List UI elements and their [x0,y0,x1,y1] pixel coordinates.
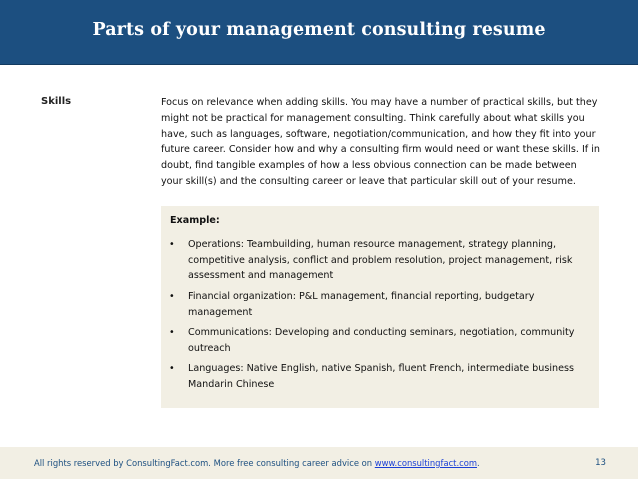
footer-punct: . [477,458,480,468]
page-number: 13 [595,458,606,468]
list-item [161,289,599,325]
footer-copyright: All rights reserved by ConsultingFact.com. More free consulting career advice on [34,458,375,468]
list-item [161,237,599,289]
section-label: Skills [41,96,72,107]
list-item [161,361,599,392]
list-item-text: Languages: Native English, native Spanish, fluent French, intermediate business Mandarin Chinese [188,363,574,390]
footer-text [34,458,480,468]
section-intro: Focus on relevance when adding skills. You may have a number of practical skills, but they might not be practical for management consulting. Think carefully about what skills you have, such as languages, software, negotiation/communication, and how they fit into your future career. Consider how and why a consulting firm would need or want these skills. If in doubt, find tangible examples of how a less obvious connection can be made between your skill(s) and the consulting career or leave that particular skill out of your resume. [161,97,600,187]
bullet-icon: • [169,239,175,250]
bullet-icon: • [169,327,175,338]
bullet-icon: • [169,363,175,374]
example-list [161,237,599,392]
list-item-text: Communications: Developing and conducting seminars, negotiation, community outreach [188,327,575,354]
list-item-text: Operations: Teambuilding, human resource management, strategy planning, competitive analysis, conflict and problem resolution, project management, risk assessment and management [188,239,573,281]
list-item [161,325,599,361]
bullet-icon: • [169,291,175,302]
slide-header [0,0,638,65]
example-title: Example: [170,215,220,226]
slide-footer [0,447,638,479]
slide-title: Parts of your management consulting resume [92,20,546,40]
example-box [161,206,599,408]
list-item-text: Financial organization: P&L management, financial reporting, budgetary management [188,291,535,318]
footer-link[interactable]: www.consultingfact.com [374,458,478,468]
